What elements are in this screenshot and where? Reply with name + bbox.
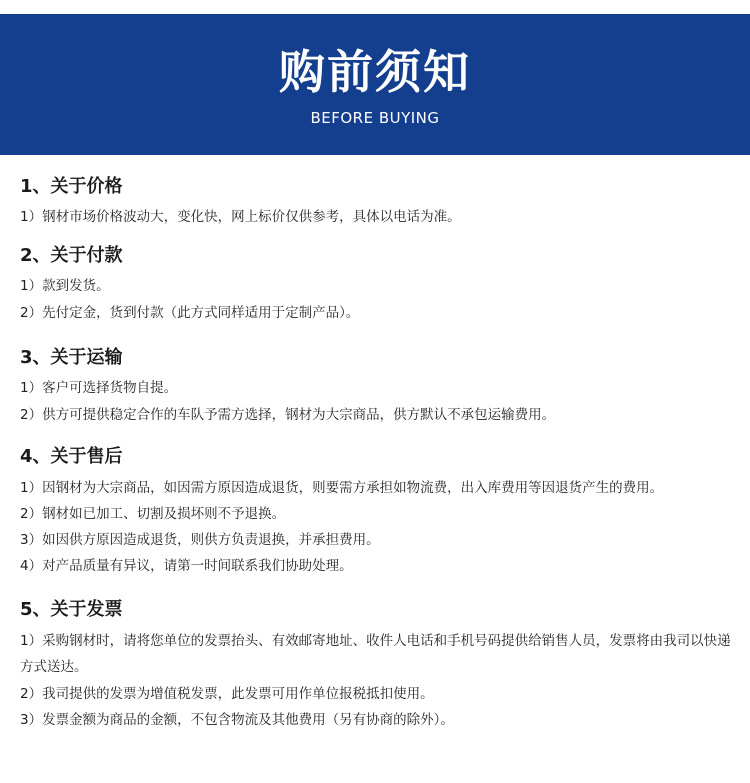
section-heading-invoice: 5、关于发票 xyxy=(20,599,123,620)
after-sales-item-1: 1）因钢材为大宗商品，如因需方原因造成退货，则要需方承担如物流费，出入库费用等因退货产生的费用。 xyxy=(20,480,664,496)
section-heading-payment: 2、关于付款 xyxy=(20,245,123,266)
section-heading-price: 1、关于价格 xyxy=(20,176,123,197)
after-sales-item-4: 4）对产品质量有异议，请第一时间联系我们协助处理。 xyxy=(20,558,353,574)
after-sales-item-3: 3）如因供方原因造成退货，则供方负责退换，并承担费用。 xyxy=(20,532,380,548)
payment-item-2: 2）先付定金，货到付款（此方式同样适用于定制产品）。 xyxy=(20,305,360,321)
invoice-item-1: 1）采购钢材时，请将您单位的发票抬头、有效邮寄地址、收件人电话和手机号码提供给销售人员，发票将由我司以快递方式送达。 xyxy=(20,633,731,675)
invoice-item-3: 3）发票金额为商品的金额，不包含物流及其他费用（另有协商的除外）。 xyxy=(20,712,454,728)
page-subtitle: BEFORE BUYING xyxy=(310,109,440,127)
section-heading-transport: 3、关于运输 xyxy=(20,347,123,368)
price-item-1: 1）钢材市场价格波动大，变化快，网上标价仅供参考，具体以电话为准。 xyxy=(20,209,461,225)
page-title: 购前须知 xyxy=(279,45,471,99)
after-sales-item-2: 2）钢材如已加工、切割及损坏则不予退换。 xyxy=(20,506,286,522)
top-strip xyxy=(0,0,750,14)
header-banner xyxy=(0,14,750,155)
section-heading-after-sales: 4、关于售后 xyxy=(20,446,123,467)
transport-item-1: 1）客户可选择货物自提。 xyxy=(20,380,178,396)
invoice-item-2: 2）我司提供的发票为增值税发票，此发票可用作单位报税抵扣使用。 xyxy=(20,686,434,702)
payment-item-1: 1）款到发货。 xyxy=(20,278,110,294)
transport-item-2: 2）供方可提供稳定合作的车队予需方选择，钢材为大宗商品，供方默认不承包运输费用。 xyxy=(20,407,556,423)
